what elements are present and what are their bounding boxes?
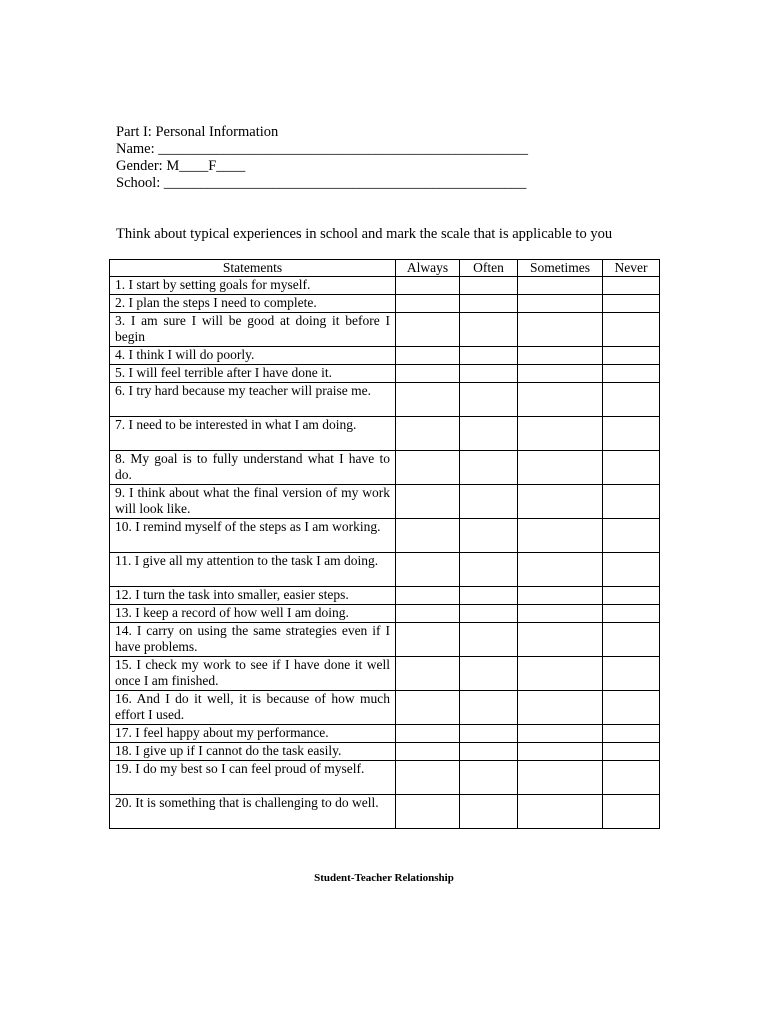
table-row bbox=[110, 277, 660, 295]
response-cell-always[interactable] bbox=[396, 295, 460, 313]
statement-cell: 19. I do my best so I can feel proud of myself. bbox=[110, 761, 396, 795]
response-cell-never[interactable] bbox=[603, 383, 660, 417]
response-cell-sometimes[interactable] bbox=[518, 295, 603, 313]
response-cell-often[interactable] bbox=[460, 383, 518, 417]
response-cell-sometimes[interactable] bbox=[518, 519, 603, 553]
response-cell-never[interactable] bbox=[603, 365, 660, 383]
response-cell-often[interactable] bbox=[460, 743, 518, 761]
response-cell-never[interactable] bbox=[603, 485, 660, 519]
response-cell-always[interactable] bbox=[396, 623, 460, 657]
table-row bbox=[110, 623, 660, 657]
response-cell-never[interactable] bbox=[603, 725, 660, 743]
response-cell-sometimes[interactable] bbox=[518, 761, 603, 795]
header-statements: Statements bbox=[110, 260, 396, 277]
table-row bbox=[110, 761, 660, 795]
part-title: Part I: Personal Information bbox=[116, 124, 279, 140]
table-row bbox=[110, 605, 660, 623]
response-cell-always[interactable] bbox=[396, 313, 460, 347]
instructions-text: Think about typical experiences in school and mark the scale that is applicable to you bbox=[116, 226, 613, 242]
response-cell-never[interactable] bbox=[603, 313, 660, 347]
name-field-line: Name: ___________________________________________________ bbox=[116, 141, 529, 157]
header-always: Always bbox=[396, 260, 460, 277]
response-cell-never[interactable] bbox=[603, 657, 660, 691]
response-cell-always[interactable] bbox=[396, 691, 460, 725]
response-cell-often[interactable] bbox=[460, 725, 518, 743]
table-body bbox=[110, 277, 660, 829]
response-cell-always[interactable] bbox=[396, 451, 460, 485]
response-cell-often[interactable] bbox=[460, 313, 518, 347]
response-cell-never[interactable] bbox=[603, 605, 660, 623]
statement-cell: 6. I try hard because my teacher will praise me. bbox=[110, 383, 396, 417]
response-cell-sometimes[interactable] bbox=[518, 587, 603, 605]
response-cell-sometimes[interactable] bbox=[518, 365, 603, 383]
response-cell-often[interactable] bbox=[460, 365, 518, 383]
table-row bbox=[110, 451, 660, 485]
response-cell-never[interactable] bbox=[603, 519, 660, 553]
response-cell-often[interactable] bbox=[460, 295, 518, 313]
statement-cell: 7. I need to be interested in what I am doing. bbox=[110, 417, 396, 451]
statement-cell: 5. I will feel terrible after I have done it. bbox=[110, 365, 396, 383]
response-cell-sometimes[interactable] bbox=[518, 691, 603, 725]
response-cell-sometimes[interactable] bbox=[518, 605, 603, 623]
table-row bbox=[110, 587, 660, 605]
response-cell-always[interactable] bbox=[396, 417, 460, 451]
response-cell-often[interactable] bbox=[460, 587, 518, 605]
response-cell-always[interactable] bbox=[396, 605, 460, 623]
statement-cell: 12. I turn the task into smaller, easier steps. bbox=[110, 587, 396, 605]
response-cell-sometimes[interactable] bbox=[518, 313, 603, 347]
response-cell-often[interactable] bbox=[460, 417, 518, 451]
response-cell-often[interactable] bbox=[460, 347, 518, 365]
statement-cell: 16. And I do it well, it is because of how much effort I used. bbox=[110, 691, 396, 725]
response-cell-never[interactable] bbox=[603, 623, 660, 657]
table-row bbox=[110, 553, 660, 587]
table-row bbox=[110, 347, 660, 365]
response-cell-always[interactable] bbox=[396, 657, 460, 691]
response-cell-always[interactable] bbox=[396, 365, 460, 383]
response-cell-always[interactable] bbox=[396, 277, 460, 295]
response-cell-sometimes[interactable] bbox=[518, 383, 603, 417]
table-row bbox=[110, 657, 660, 691]
table-row bbox=[110, 725, 660, 743]
response-cell-always[interactable] bbox=[396, 519, 460, 553]
statement-cell: 11. I give all my attention to the task I am doing. bbox=[110, 553, 396, 587]
response-cell-always[interactable] bbox=[396, 347, 460, 365]
table-row bbox=[110, 313, 660, 347]
response-cell-often[interactable] bbox=[460, 795, 518, 829]
response-cell-always[interactable] bbox=[396, 485, 460, 519]
response-cell-never[interactable] bbox=[603, 691, 660, 725]
response-cell-always[interactable] bbox=[396, 743, 460, 761]
statement-cell: 3. I am sure I will be good at doing it before I begin bbox=[110, 313, 396, 347]
response-cell-always[interactable] bbox=[396, 795, 460, 829]
section-heading: Student-Teacher Relationship bbox=[314, 872, 454, 884]
response-cell-often[interactable] bbox=[460, 623, 518, 657]
response-cell-never[interactable] bbox=[603, 587, 660, 605]
response-cell-often[interactable] bbox=[460, 553, 518, 587]
table-row bbox=[110, 383, 660, 417]
statement-cell: 18. I give up if I cannot do the task easily. bbox=[110, 743, 396, 761]
statement-cell: 15. I check my work to see if I have done it well once I am finished. bbox=[110, 657, 396, 691]
table-row bbox=[110, 295, 660, 313]
table-row bbox=[110, 485, 660, 519]
response-cell-always[interactable] bbox=[396, 383, 460, 417]
statement-cell: 2. I plan the steps I need to complete. bbox=[110, 295, 396, 313]
table-row bbox=[110, 795, 660, 829]
statement-cell: 4. I think I will do poorly. bbox=[110, 347, 396, 365]
response-cell-sometimes[interactable] bbox=[518, 417, 603, 451]
header-sometimes: Sometimes bbox=[518, 260, 603, 277]
response-cell-sometimes[interactable] bbox=[518, 623, 603, 657]
response-cell-never[interactable] bbox=[603, 743, 660, 761]
statement-cell: 1. I start by setting goals for myself. bbox=[110, 277, 396, 295]
response-cell-often[interactable] bbox=[460, 451, 518, 485]
response-cell-often[interactable] bbox=[460, 277, 518, 295]
survey-table bbox=[109, 259, 660, 829]
response-cell-sometimes[interactable] bbox=[518, 451, 603, 485]
statement-cell: 8. My goal is to fully understand what I have to do. bbox=[110, 451, 396, 485]
header-often: Often bbox=[460, 260, 518, 277]
response-cell-sometimes[interactable] bbox=[518, 657, 603, 691]
table-row bbox=[110, 417, 660, 451]
response-cell-sometimes[interactable] bbox=[518, 725, 603, 743]
response-cell-sometimes[interactable] bbox=[518, 277, 603, 295]
response-cell-never[interactable] bbox=[603, 277, 660, 295]
response-cell-always[interactable] bbox=[396, 725, 460, 743]
statement-cell: 20. It is something that is challenging to do well. bbox=[110, 795, 396, 829]
table-row bbox=[110, 691, 660, 725]
response-cell-sometimes[interactable] bbox=[518, 795, 603, 829]
statement-cell: 13. I keep a record of how well I am doing. bbox=[110, 605, 396, 623]
response-cell-never[interactable] bbox=[603, 295, 660, 313]
table-row bbox=[110, 743, 660, 761]
response-cell-always[interactable] bbox=[396, 761, 460, 795]
header-never: Never bbox=[603, 260, 660, 277]
statement-cell: 14. I carry on using the same strategies even if I have problems. bbox=[110, 623, 396, 657]
response-cell-sometimes[interactable] bbox=[518, 347, 603, 365]
response-cell-never[interactable] bbox=[603, 761, 660, 795]
statement-cell: 9. I think about what the final version of my work will look like. bbox=[110, 485, 396, 519]
statement-cell: 17. I feel happy about my performance. bbox=[110, 725, 396, 743]
response-cell-sometimes[interactable] bbox=[518, 553, 603, 587]
response-cell-never[interactable] bbox=[603, 553, 660, 587]
table-header-row bbox=[110, 260, 660, 277]
gender-field-line: Gender: M____F____ bbox=[116, 158, 246, 174]
table-row bbox=[110, 519, 660, 553]
response-cell-always[interactable] bbox=[396, 587, 460, 605]
response-cell-sometimes[interactable] bbox=[518, 743, 603, 761]
response-cell-often[interactable] bbox=[460, 691, 518, 725]
response-cell-never[interactable] bbox=[603, 795, 660, 829]
statement-cell: 10. I remind myself of the steps as I am working. bbox=[110, 519, 396, 553]
response-cell-never[interactable] bbox=[603, 347, 660, 365]
response-cell-often[interactable] bbox=[460, 761, 518, 795]
response-cell-often[interactable] bbox=[460, 485, 518, 519]
response-cell-often[interactable] bbox=[460, 519, 518, 553]
response-cell-always[interactable] bbox=[396, 553, 460, 587]
response-cell-often[interactable] bbox=[460, 657, 518, 691]
personal-information-block bbox=[116, 124, 528, 192]
school-field-line: School: __________________________________________________ bbox=[116, 175, 527, 191]
response-cell-sometimes[interactable] bbox=[518, 485, 603, 519]
response-cell-never[interactable] bbox=[603, 451, 660, 485]
response-cell-never[interactable] bbox=[603, 417, 660, 451]
response-cell-often[interactable] bbox=[460, 605, 518, 623]
table-row bbox=[110, 365, 660, 383]
